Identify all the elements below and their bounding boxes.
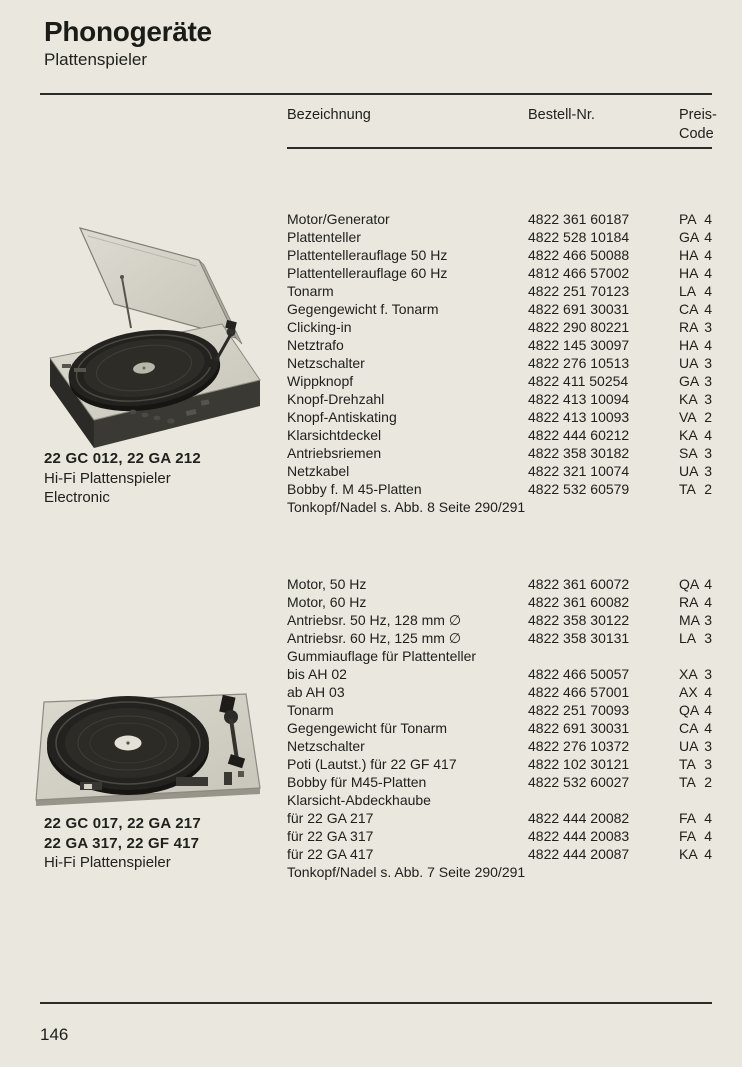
- table-row: [287, 593, 712, 611]
- part-name: Netzkabel: [287, 463, 350, 479]
- price-code-letters: RA: [679, 319, 699, 335]
- price-code: [679, 444, 712, 462]
- order-number: 4822 361 60082: [528, 594, 630, 610]
- price-code-letters: UA: [679, 355, 699, 371]
- order-number: 4822 413 10093: [528, 409, 630, 425]
- price-code: [679, 827, 712, 845]
- part-name: für 22 GA 317: [287, 828, 374, 844]
- price-code: [679, 845, 712, 863]
- table-row: [287, 318, 712, 336]
- price-code-number: 4: [704, 211, 712, 227]
- price-code: [679, 498, 712, 516]
- table-row: [287, 629, 712, 647]
- price-code-letters: LA: [679, 283, 697, 299]
- price-code: [679, 246, 712, 264]
- part-name: für 22 GA 417: [287, 846, 374, 862]
- part-name: Netztrafo: [287, 337, 344, 353]
- part-name: Tonkopf/Nadel s. Abb. 8 Seite 290/291: [287, 499, 526, 515]
- price-code-letters: TA: [679, 756, 696, 772]
- turntable-open-lid-photo: [34, 214, 266, 459]
- price-code-number: 4: [704, 283, 712, 299]
- part-name: Antriebsriemen: [287, 445, 382, 461]
- part-name: Motor/Generator: [287, 211, 390, 227]
- part-name: Knopf-Drehzahl: [287, 391, 385, 407]
- part-name: Tonarm: [287, 702, 334, 718]
- table-row: [287, 426, 712, 444]
- part-name: Bobby f. M 45-Platten: [287, 481, 422, 497]
- model-numbers: 22 GC 012, 22 GA 212: [44, 450, 201, 467]
- order-number: 4822 691 30031: [528, 301, 630, 317]
- price-code: [679, 701, 712, 719]
- part-name: Gegengewicht für Tonarm: [287, 720, 448, 736]
- order-number: [528, 791, 679, 809]
- table-row: [287, 611, 712, 629]
- turntable-top-view-photo: [28, 688, 268, 823]
- price-code: [679, 336, 712, 354]
- order-number: 4822 276 10513: [528, 355, 630, 371]
- table-row: [287, 210, 712, 228]
- price-code-letters: AX: [679, 684, 698, 700]
- column-header-bezeichnung: Bezeichnung: [287, 107, 371, 123]
- order-number: 4822 276 10372: [528, 738, 630, 754]
- price-code-letters: KA: [679, 427, 698, 443]
- order-number: [528, 647, 679, 665]
- price-code: [679, 390, 712, 408]
- price-code-number: 4: [704, 846, 712, 862]
- table-row: [287, 336, 712, 354]
- price-code: [679, 228, 712, 246]
- price-code: [679, 372, 712, 390]
- price-code-number: 4: [704, 265, 712, 281]
- price-code-number: 4: [704, 702, 712, 718]
- price-code: [679, 719, 712, 737]
- price-code: [679, 863, 712, 881]
- header-rule: [287, 147, 712, 149]
- order-number: 4822 444 20082: [528, 810, 630, 826]
- model-numbers-2: 22 GA 317, 22 GF 417: [44, 834, 200, 852]
- order-number: 4822 444 60212: [528, 427, 630, 443]
- table-row: [287, 246, 712, 264]
- price-code-letters: GA: [679, 373, 700, 389]
- price-code-number: 4: [704, 594, 712, 610]
- part-name: Antriebsr. 50 Hz, 128 mm ∅: [287, 612, 462, 628]
- price-code-number: 2: [704, 774, 712, 790]
- price-code-number: 3: [704, 463, 712, 479]
- price-code: [679, 737, 712, 755]
- part-name: Plattentellerauflage 50 Hz: [287, 247, 448, 263]
- part-name: Klarsicht-Abdeckhaube: [287, 792, 431, 808]
- parts-table-1: [287, 210, 712, 516]
- part-name: Plattentellerauflage 60 Hz: [287, 265, 448, 281]
- price-code: [679, 647, 712, 665]
- part-name: ab AH 03: [287, 684, 345, 700]
- price-code-letters: UA: [679, 738, 699, 754]
- price-code-number: 3: [704, 319, 712, 335]
- price-code-letters: PA: [679, 211, 697, 227]
- price-code-number: 4: [704, 337, 712, 353]
- price-code-letters: QA: [679, 576, 700, 592]
- part-name: Tonarm: [287, 283, 334, 299]
- price-code-number: 4: [704, 229, 712, 245]
- page-number: 146: [40, 1025, 69, 1044]
- price-code: [679, 593, 712, 611]
- price-code: [679, 791, 712, 809]
- table-row: [287, 282, 712, 300]
- model-description: Hi-Fi Plattenspieler: [44, 469, 171, 487]
- price-code-letters: UA: [679, 463, 699, 479]
- part-name: Netzschalter: [287, 738, 365, 754]
- price-code: [679, 210, 712, 228]
- part-name: Antriebsr. 60 Hz, 125 mm ∅: [287, 630, 462, 646]
- order-number: 4822 444 20083: [528, 828, 630, 844]
- part-name: bis AH 02: [287, 666, 347, 682]
- order-number: 4822 466 50057: [528, 666, 630, 682]
- part-name: Tonkopf/Nadel s. Abb. 7 Seite 290/291: [287, 864, 526, 880]
- price-code-number: 4: [704, 684, 712, 700]
- order-number: 4822 251 70093: [528, 702, 630, 718]
- price-code-number: 3: [704, 445, 712, 461]
- table-row: [287, 845, 712, 863]
- price-code: [679, 575, 712, 593]
- table-row: [287, 444, 712, 462]
- table-row: [287, 480, 712, 498]
- price-code-number: 4: [704, 301, 712, 317]
- price-code-number: 4: [704, 720, 712, 736]
- price-code-letters: CA: [679, 720, 699, 736]
- price-code-number: 4: [704, 828, 712, 844]
- price-code: [679, 462, 712, 480]
- price-code-letters: HA: [679, 337, 699, 353]
- table-row: [287, 665, 712, 683]
- price-code: [679, 611, 712, 629]
- order-number: 4822 413 10094: [528, 391, 630, 407]
- order-number: 4822 466 50088: [528, 247, 630, 263]
- price-code-letters: HA: [679, 265, 699, 281]
- price-code-letters: FA: [679, 810, 697, 826]
- price-code-number: 2: [704, 481, 712, 497]
- order-number: 4822 102 30121: [528, 756, 630, 772]
- part-name: Plattenteller: [287, 229, 361, 245]
- order-number: 4822 358 30182: [528, 445, 630, 461]
- table-row: [287, 827, 712, 845]
- table-row: [287, 737, 712, 755]
- column-header-bestell-nr: Bestell-Nr.: [528, 107, 595, 123]
- order-number: 4822 321 10074: [528, 463, 630, 479]
- order-number: 4822 358 30131: [528, 630, 630, 646]
- table-row: [287, 701, 712, 719]
- table-row: [287, 773, 712, 791]
- model-description: Hi-Fi Plattenspieler: [44, 854, 171, 871]
- part-name: Knopf-Antiskating: [287, 409, 397, 425]
- part-name: Gegengewicht f. Tonarm: [287, 301, 439, 317]
- part-name: Gummiauflage für Plattenteller: [287, 648, 477, 664]
- price-code-letters: HA: [679, 247, 699, 263]
- part-name: Bobby für M45-Platten: [287, 774, 427, 790]
- page-title: Phonogeräte: [44, 16, 212, 47]
- order-number: 4822 444 20087: [528, 846, 630, 862]
- price-code-letters: XA: [679, 666, 698, 682]
- price-code-letters: TA: [679, 481, 696, 497]
- price-code-letters: FA: [679, 828, 697, 844]
- order-number: 4822 361 60187: [528, 211, 630, 227]
- price-code-number: 4: [704, 247, 712, 263]
- table-row: [287, 809, 712, 827]
- order-number: 4822 466 57001: [528, 684, 630, 700]
- table-row: [287, 755, 712, 773]
- price-code: [679, 683, 712, 701]
- price-code-number: 3: [704, 391, 712, 407]
- price-code-letters: QA: [679, 702, 700, 718]
- price-code: [679, 282, 712, 300]
- price-code: [679, 665, 712, 683]
- table-row: [287, 791, 712, 809]
- table-row: [287, 354, 712, 372]
- table-row: [287, 575, 712, 593]
- table-row: [287, 228, 712, 246]
- price-code-letters: KA: [679, 846, 698, 862]
- part-name: für 22 GA 217: [287, 810, 374, 826]
- price-code-letters: KA: [679, 391, 698, 407]
- table-row: [287, 498, 712, 516]
- price-code: [679, 480, 712, 498]
- price-code: [679, 426, 712, 444]
- price-code: [679, 755, 712, 773]
- price-code-number: 2: [704, 409, 712, 425]
- price-code-letters: CA: [679, 301, 699, 317]
- price-code: [679, 629, 712, 647]
- order-number: 4822 251 70123: [528, 283, 630, 299]
- order-number: 4822 411 50254: [528, 373, 629, 389]
- price-code-letters: SA: [679, 445, 698, 461]
- part-name: Netzschalter: [287, 355, 365, 371]
- order-number: 4822 361 60072: [528, 576, 630, 592]
- order-number: 4822 532 60027: [528, 774, 630, 790]
- price-code-number: 3: [704, 630, 712, 646]
- price-code-letters: MA: [679, 612, 700, 628]
- price-code-letters: RA: [679, 594, 699, 610]
- model-description-2: Electronic: [44, 489, 110, 506]
- price-code-letters: LA: [679, 630, 697, 646]
- price-code-number: 3: [704, 738, 712, 754]
- price-code-letters: TA: [679, 774, 696, 790]
- price-code: [679, 773, 712, 791]
- order-number: 4822 145 30097: [528, 337, 630, 353]
- price-code-number: 4: [704, 810, 712, 826]
- part-name: Motor, 50 Hz: [287, 576, 367, 592]
- price-code: [679, 300, 712, 318]
- table-row: [287, 719, 712, 737]
- price-code-number: 4: [704, 427, 712, 443]
- order-number: [528, 498, 679, 516]
- price-code: [679, 809, 712, 827]
- order-number: 4812 466 57002: [528, 265, 630, 281]
- part-name: Clicking-in: [287, 319, 352, 335]
- price-code: [679, 264, 712, 282]
- table-row: [287, 462, 712, 480]
- table-row: [287, 300, 712, 318]
- page-subtitle: Plattenspieler: [44, 50, 148, 69]
- order-number: [528, 863, 679, 881]
- price-code-number: 3: [704, 373, 712, 389]
- column-header-preis-code: [679, 106, 717, 144]
- price-code: [679, 318, 712, 336]
- part-name: Wippknopf: [287, 373, 354, 389]
- model-label-2: [44, 814, 201, 873]
- part-name: Poti (Lautst.) für 22 GF 417: [287, 756, 457, 772]
- part-name: Motor, 60 Hz: [287, 594, 367, 610]
- part-name: Klarsichtdeckel: [287, 427, 382, 443]
- price-code: [679, 354, 712, 372]
- price-code-number: 3: [704, 355, 712, 371]
- table-row: [287, 863, 712, 881]
- table-row: [287, 372, 712, 390]
- price-code-letters: VA: [679, 409, 697, 425]
- order-number: 4822 290 80221: [528, 319, 630, 335]
- table-row: [287, 264, 712, 282]
- price-code-number: 3: [704, 666, 712, 682]
- model-label-1: [44, 449, 201, 508]
- table-row: [287, 408, 712, 426]
- price-code-number: 3: [704, 756, 712, 772]
- order-number: 4822 528 10184: [528, 229, 630, 245]
- bottom-rule: [40, 1002, 712, 1004]
- table-row: [287, 390, 712, 408]
- column-header-preis: Preis-: [679, 107, 717, 123]
- price-code-number: 4: [704, 576, 712, 592]
- price-code: [679, 408, 712, 426]
- column-header-code: Code: [679, 126, 714, 142]
- model-numbers: 22 GC 017, 22 GA 217: [44, 815, 201, 832]
- price-code-number: 3: [704, 612, 712, 628]
- table-row: [287, 647, 712, 665]
- order-number: 4822 532 60579: [528, 481, 630, 497]
- parts-table-2: [287, 575, 712, 881]
- top-rule: [40, 93, 712, 95]
- order-number: 4822 691 30031: [528, 720, 630, 736]
- table-row: [287, 683, 712, 701]
- price-code-letters: GA: [679, 229, 700, 245]
- order-number: 4822 358 30122: [528, 612, 630, 628]
